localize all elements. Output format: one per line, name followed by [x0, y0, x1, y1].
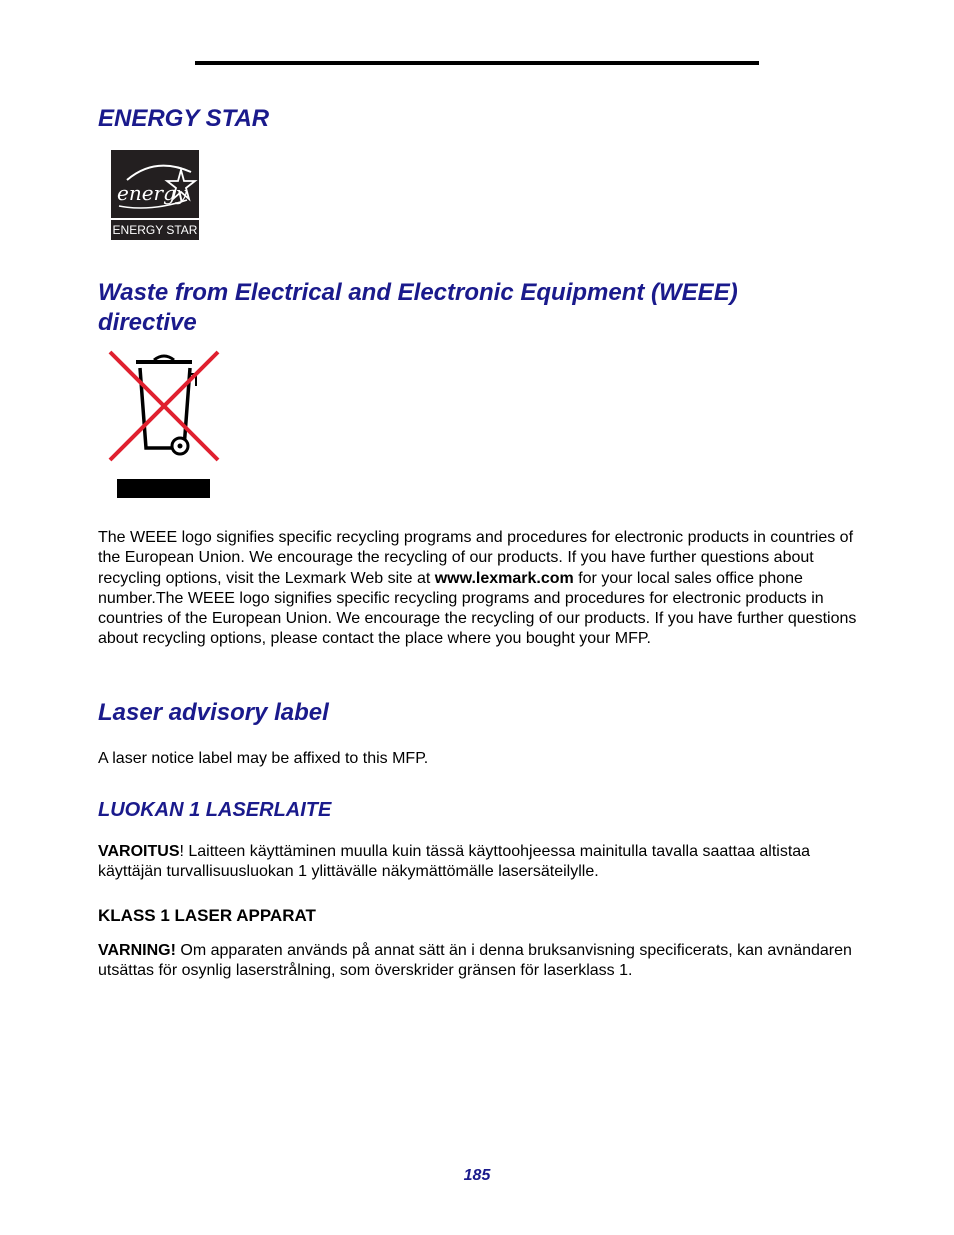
page-number: 185 — [463, 1167, 491, 1184]
energy-star-logo — [111, 150, 199, 240]
finnish-warning-text: ! Laitteen käyttäminen muulla kuin tässä käyttoohjeessa mainitulla tavalla saattaa altistaa käyttäjän turvallisuusluokan 1 ylittävälle näkymättömälle lasersäteilylle. — [98, 843, 811, 881]
weee-crossed-bin-icon — [104, 348, 224, 500]
laser-heading: Laser advisory label — [98, 699, 329, 726]
finnish-warning-label: VAROITUS — [98, 843, 180, 860]
energy-star-caption: ENERGY STAR — [112, 223, 198, 237]
weee-heading: Waste from Electrical and Electronic Equipment (WEEE) directive — [98, 279, 738, 336]
laser-intro: A laser notice label may be affixed to this MFP. — [98, 750, 429, 767]
finnish-heading: LUOKAN 1 LASERLAITE — [98, 799, 332, 821]
energy-star-heading: ENERGY STAR — [98, 105, 270, 132]
weee-text-part2: for your local sales office phone number.The WEEE logo signifies specific recycling programs and procedures for electronic products in countries of the European Union. We encourage the recycling of our products. If you have further questions about recycling options, please contact the place where you bought your MFP. — [98, 569, 857, 648]
energy-script-text: energy — [117, 181, 188, 205]
finnish-warning — [98, 842, 858, 883]
top-rule — [195, 61, 759, 65]
swedish-heading: KLASS 1 LASER APPARAT — [98, 906, 316, 925]
swedish-warning-label: VARNING! — [98, 942, 176, 959]
weee-paragraph — [98, 528, 858, 650]
lexmark-link: www.lexmark.com — [434, 569, 574, 587]
swedish-warning — [98, 941, 858, 982]
swedish-warning-text: Om apparaten används på annat sätt än i denna bruksanvisning specificerats, kan avnändaren utsättas för osynlig laserstrålning, som överskrider gränsen för laserklass 1. — [98, 942, 852, 980]
weee-text-part1: The WEEE logo signifies specific recycling programs and procedures for electronic products in countries of the European Union. We encourage the recycling of our products. If you have further questions about recycling options, visit the Lexmark Web site at — [98, 529, 854, 587]
